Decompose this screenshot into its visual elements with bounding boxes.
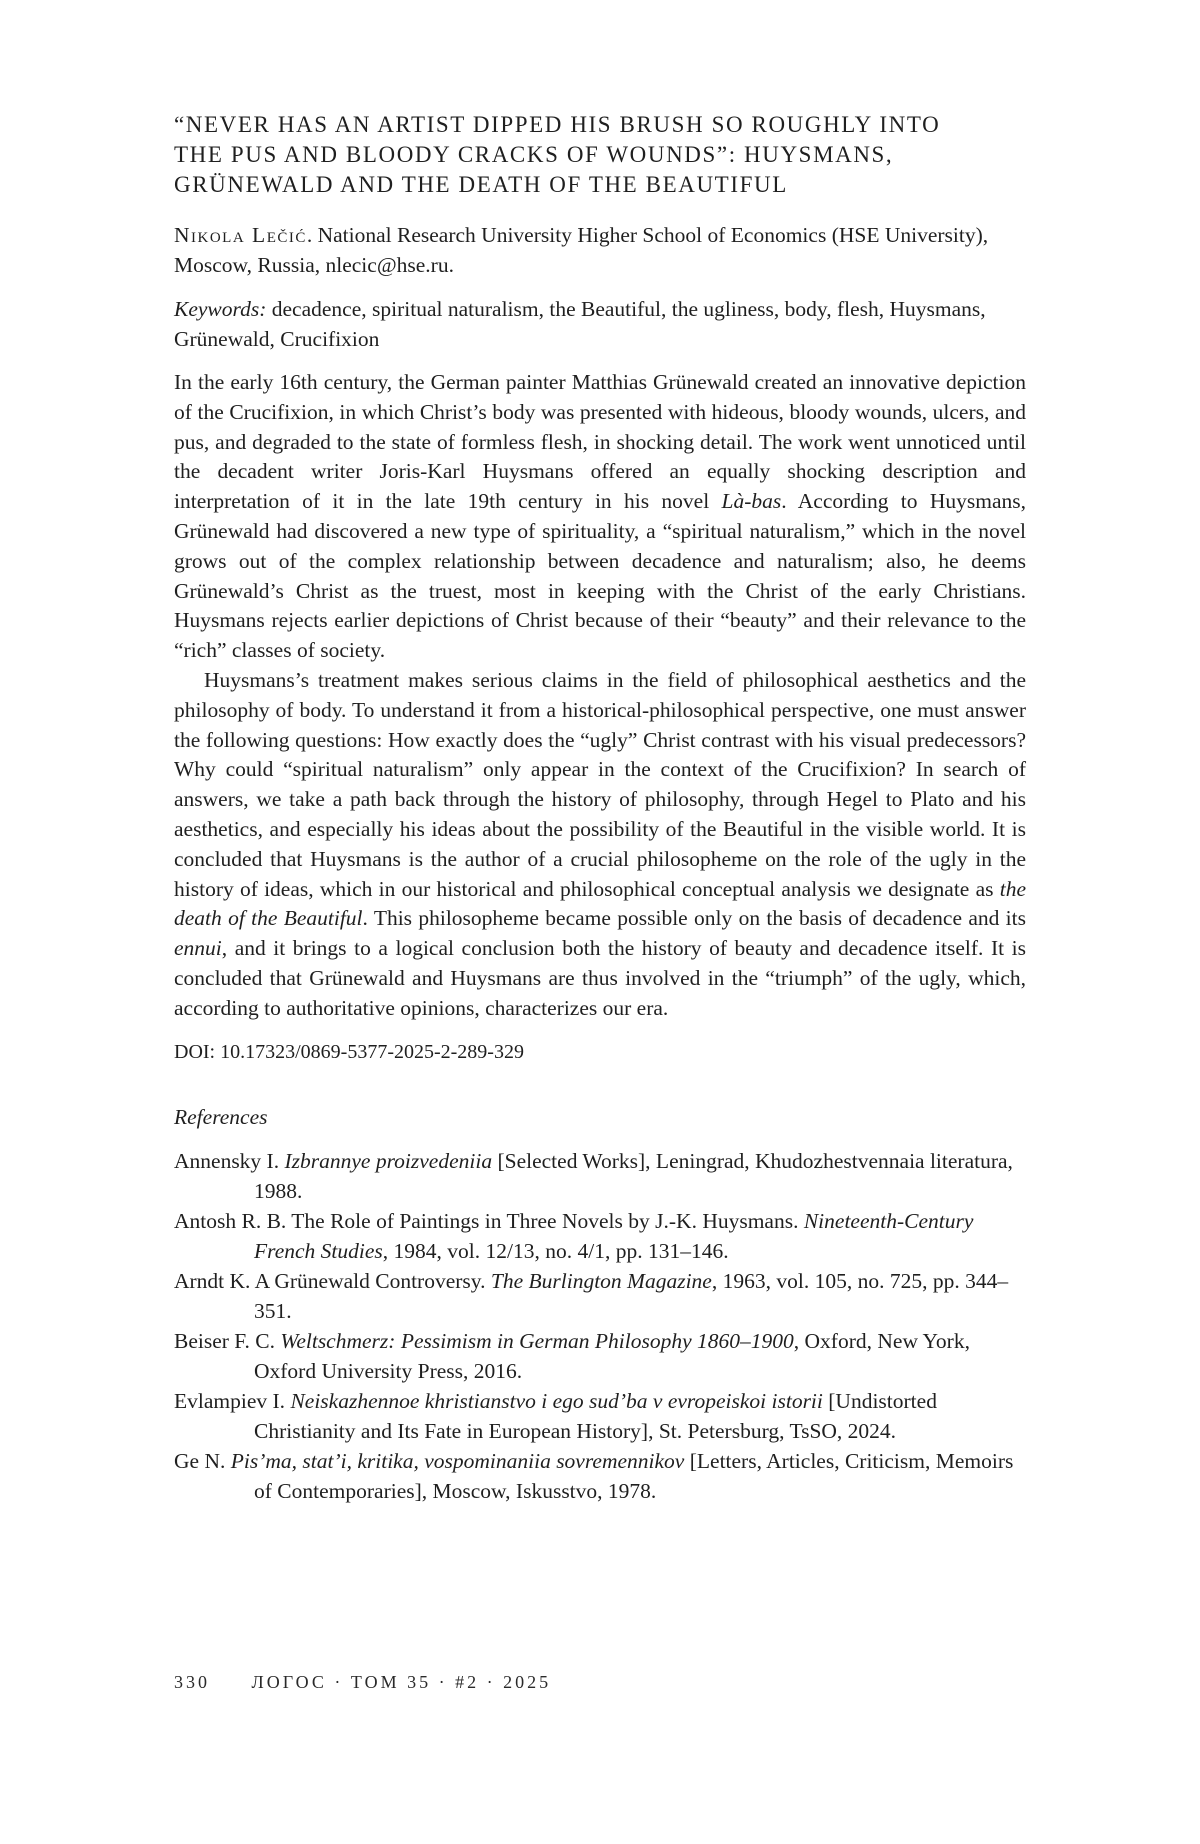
- abstract: [174, 368, 1026, 1024]
- title-line: THE PUS AND BLOODY CRACKS OF WOUNDS”: HUYSMANS,: [174, 142, 894, 167]
- keywords-label: Keywords:: [174, 297, 267, 321]
- reference-item: [174, 1206, 1026, 1266]
- italic-text: Neiskazhennoe khristianstvo i ego sud’ba v evropeiskoi istorii: [290, 1388, 823, 1413]
- text-run: [Letters, Articles, Criticism, Memoirs of Contemporaries], Moscow, Iskusstvo, 1978.: [254, 1448, 1014, 1503]
- text-run: , and it brings to a logical conclusion both the history of beauty and decadence itself. It is concluded that Grünewald and Huysmans are thus involved in the “triumph” of the ugly, which, according to authoritative opinions, characterizes our era.: [174, 936, 1026, 1020]
- author-line: [174, 220, 1026, 280]
- reference-item: [174, 1146, 1026, 1206]
- author-affiliation: . National Research University Higher School of Economics (HSE University), Moscow, Russia, nlecic@hse.ru.: [174, 223, 989, 277]
- doi: DOI: 10.17323/0869-5377-2025-2-289-329: [174, 1040, 524, 1063]
- text-run: . According to Huysmans, Grünewald had discovered a new type of spirituality, a “spiritual naturalism,” which in the novel grows out of the complex relationship between decadence and naturalism; also, he deems Grünewald’s Christ as the truest, most in keeping with the Christ of the early Christians. Huysmans rejects earlier depictions of Christ because of their “beauty” and their relevance to the “rich” classes of society.: [174, 489, 1027, 663]
- italic-text: The Burlington Magazine: [490, 1268, 712, 1293]
- abstract-paragraph: [174, 666, 1026, 1024]
- reference-item: [174, 1326, 1026, 1386]
- text-run: Huysmans’s treatment makes serious claims in the field of philosophical aesthetics and the philosophy of body. To understand it from a historical-philosophical perspective, one must answer the following questions: How exactly does the “ugly” Christ contrast with his visual predecessors? Why could “spiritual naturalism” only appear in the context of the Crucifixion? In search of answers, we take a path back through the history of philosophy, through Hegel to Plato and his aesthetics, and especially his ideas about the possibility of the Beautiful in the visible world. It is concluded that Huysmans is the author of a crucial philosopheme on the role of the ugly in the history of ideas, which in our historical and philosophical conceptual analysis we designate as: [174, 667, 1026, 901]
- text-run: , 1984, vol. 12/13, no. 4/1, pp. 131–146.: [382, 1238, 729, 1263]
- italic-text: ennui: [174, 936, 222, 961]
- reference-item: [174, 1446, 1026, 1506]
- abstract-paragraph: [174, 368, 1026, 666]
- text-run: , 1963, vol. 105, no. 725, pp. 344–351.: [254, 1268, 1009, 1323]
- references-list: [174, 1146, 1026, 1506]
- references-heading: References: [174, 1104, 268, 1129]
- journal-running-head: ЛОГОС · ТОМ 35 · #2 · 2025: [251, 1672, 552, 1692]
- text-run: Ge N.: [174, 1448, 231, 1473]
- article-title: [174, 110, 1026, 200]
- italic-text: Weltschmerz: Pessimism in German Philosophy 1860–1900: [280, 1328, 794, 1353]
- italic-text: Nineteenth-Century French Studies: [254, 1208, 974, 1263]
- title-line: “NEVER HAS AN ARTIST DIPPED HIS BRUSH SO ROUGHLY INTO: [174, 112, 941, 137]
- italic-text: Là-bas: [721, 489, 782, 514]
- reference-item: [174, 1266, 1026, 1326]
- text-run: Evlampiev I.: [174, 1388, 291, 1413]
- text-run: Arndt K. A Grünewald Controversy.: [174, 1268, 491, 1293]
- author-name: Nikola Lečić: [174, 223, 307, 247]
- article-page: [174, 110, 1026, 1506]
- keywords: [174, 294, 1026, 354]
- text-run: Antosh R. B. The Role of Paintings in Three Novels by J.-K. Huysmans.: [174, 1208, 804, 1233]
- reference-item: [174, 1386, 1026, 1446]
- italic-text: Izbrannye proizvedeniia: [284, 1148, 493, 1173]
- text-run: Beiser F. C.: [174, 1328, 281, 1353]
- keywords-text: decadence, spiritual naturalism, the Beautiful, the ugliness, body, flesh, Huysmans, Grünewald, Crucifixion: [174, 297, 986, 351]
- italic-text: Pis’ma, stat’i, kritika, vospominaniia sovremennikov: [230, 1448, 685, 1473]
- text-run: . This philosopheme became possible only on the basis of decadence and its: [362, 906, 1026, 931]
- text-run: , Oxford, New York, Oxford University Press, 2016.: [254, 1328, 970, 1383]
- title-line: GRÜNEWALD AND THE DEATH OF THE BEAUTIFUL: [174, 172, 788, 197]
- text-run: Annensky I.: [174, 1148, 285, 1173]
- text-run: In the early 16th century, the German painter Matthias Grünewald created an innovative depiction of the Crucifixion, in which Christ’s body was presented with hideous, bloody wounds, ulcers, and pus, and degraded to the state of formless flesh, in shocking detail. The work went unnoticed until the decadent writer Joris-Karl Huysmans offered an equally shocking description and interpretation of it in the late 19th century in his novel: [174, 370, 1026, 514]
- page-footer: [174, 1672, 551, 1693]
- italic-text: the death of the Beautiful: [174, 876, 1026, 931]
- text-run: [Undistorted Christianity and Its Fate in European History], St. Petersburg, TsSO, 2024.: [254, 1388, 937, 1443]
- page-number: 330: [174, 1672, 210, 1692]
- text-run: [Selected Works], Leningrad, Khudozhestvennaia literatura, 1988.: [254, 1148, 1013, 1203]
